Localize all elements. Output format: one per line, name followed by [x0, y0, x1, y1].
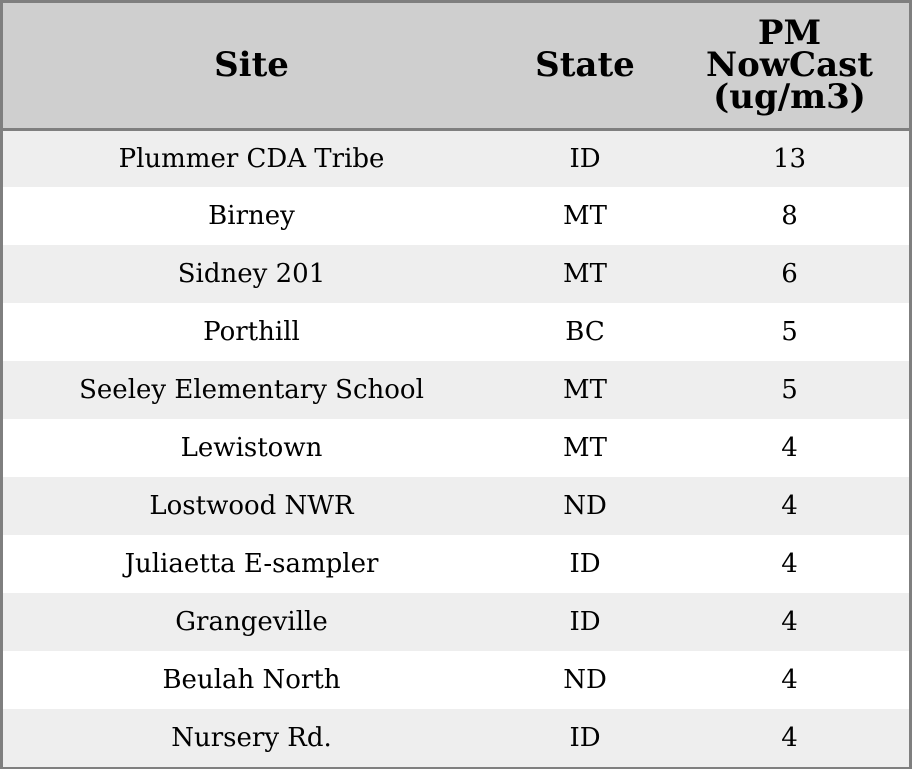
header-pm-nowcast	[670, 3, 909, 129]
pm-nowcast-table	[3, 3, 909, 767]
table-row	[3, 419, 909, 477]
table-row	[3, 477, 909, 535]
cell-site: Porthill	[203, 317, 300, 347]
cell-state: ID	[569, 607, 601, 637]
cell-pm: 8	[781, 201, 798, 231]
cell-state: MT	[563, 375, 607, 405]
header-state: State	[500, 3, 670, 129]
cell-state: MT	[563, 201, 607, 231]
table-row	[3, 187, 909, 245]
cell-state: BC	[565, 317, 605, 347]
table-header	[3, 3, 909, 129]
cell-state: ID	[569, 143, 601, 174]
table-body	[3, 129, 909, 767]
table-row	[3, 129, 909, 187]
cell-site: Plummer CDA Tribe	[118, 143, 385, 174]
cell-pm: 4	[781, 549, 798, 579]
cell-pm: 4	[781, 665, 798, 695]
cell-site: Sidney 201	[177, 259, 326, 289]
table-row	[3, 245, 909, 303]
table-row	[3, 535, 909, 593]
table-row	[3, 303, 909, 361]
table-row	[3, 709, 909, 767]
header-pm-line1: PM	[757, 13, 822, 54]
cell-site: Grangeville	[175, 607, 328, 637]
cell-state: ND	[563, 491, 607, 521]
header-row	[3, 3, 909, 129]
cell-site: Beulah North	[162, 665, 341, 695]
cell-pm: 4	[781, 607, 798, 637]
cell-site: Lostwood NWR	[149, 491, 354, 521]
cell-pm: 4	[781, 433, 798, 463]
header-pm-line3: (ug/m3)	[713, 77, 866, 118]
header-pm-line2: NowCast	[706, 45, 873, 86]
table-row	[3, 593, 909, 651]
table-row	[3, 361, 909, 419]
cell-pm: 4	[781, 723, 798, 753]
table-row	[3, 651, 909, 709]
cell-site: Juliaetta E-sampler	[124, 549, 379, 579]
cell-pm: 4	[781, 491, 798, 521]
cell-state: ND	[563, 665, 607, 695]
cell-site: Seeley Elementary School	[79, 375, 424, 405]
header-site: Site	[3, 3, 500, 129]
cell-pm: 5	[781, 317, 798, 347]
cell-state: MT	[563, 433, 607, 463]
cell-site: Lewistown	[180, 433, 323, 463]
cell-state: MT	[563, 259, 607, 289]
cell-state: ID	[569, 549, 601, 579]
cell-pm: 5	[781, 375, 798, 405]
cell-pm: 6	[781, 259, 798, 289]
cell-pm: 13	[772, 143, 807, 174]
cell-site: Birney	[208, 201, 295, 231]
cell-state: ID	[569, 723, 601, 753]
cell-site: Nursery Rd.	[171, 723, 332, 753]
